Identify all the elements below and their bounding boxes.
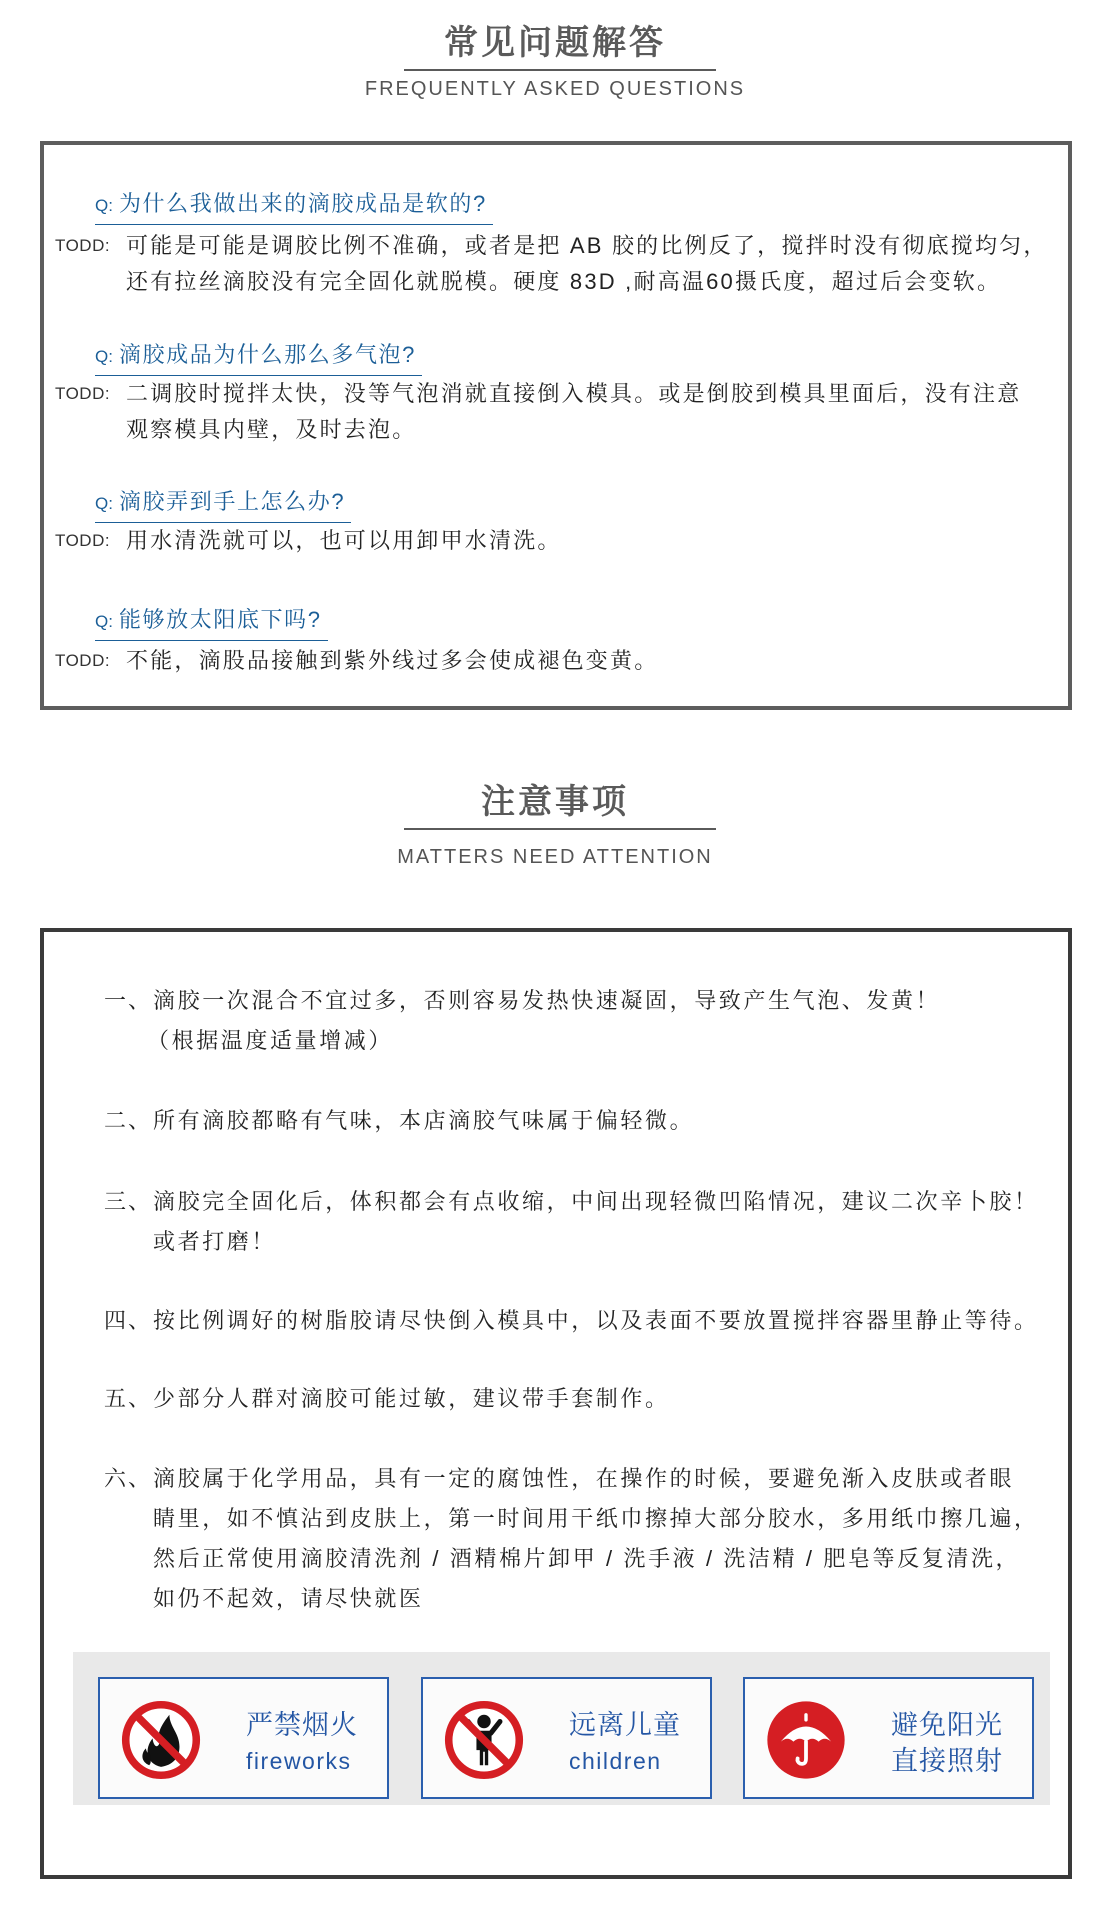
question-prefix: Q:	[95, 612, 113, 631]
note-line: 按比例调好的树脂胶请尽快倒入模具中，以及表面不要放置搅拌容器里静止等待。	[153, 1308, 1039, 1333]
note-line: 滴胶一次混合不宜过多，否则容易发热快速凝固，导致产生气泡、发黄！	[153, 988, 941, 1013]
question-text: 滴胶成品为什么那么多气泡?	[118, 342, 416, 367]
note-line: 滴胶完全固化后，体积都会有点收缩，中间出现轻微凹陷情况，建议二次辛卜胶！	[153, 1189, 1039, 1214]
note-lines	[153, 1182, 1039, 1262]
sign-label-cn: 远离儿童	[569, 1710, 681, 1740]
note-lines	[153, 1101, 694, 1141]
note-number: 一、	[104, 988, 153, 1013]
note-line: 如仍不起效，请尽快就医	[153, 1586, 424, 1611]
note-line: （根据温度适量增减）	[147, 1028, 394, 1053]
notes-subtitle: MATTERS NEED ATTENTION	[397, 846, 713, 868]
note-number: 五、	[104, 1386, 153, 1411]
question-underlined	[95, 487, 351, 523]
note-number: 三、	[104, 1189, 153, 1214]
answer-lines	[126, 643, 658, 679]
note-lines	[147, 981, 941, 1061]
question-prefix: Q:	[95, 494, 113, 513]
keep-away-from-children-icon	[442, 1698, 526, 1782]
question-prefix: Q:	[95, 347, 113, 366]
faq-answer-3	[55, 523, 562, 559]
note-item-6	[104, 1459, 1039, 1619]
note-lines	[153, 1459, 1039, 1619]
answer-line: 可能是可能是调胶比例不准确，或者是把 AB 胶的比例反了，搅拌时没有彻底搅均匀，	[126, 233, 1048, 258]
note-lines	[153, 1379, 670, 1419]
answer-lines	[126, 523, 562, 559]
faq-title: 常见问题解答	[444, 24, 666, 62]
question-text: 能够放太阳底下吗?	[118, 607, 322, 632]
sign-label-cn: 避免阳光	[891, 1710, 1003, 1740]
note-line: 少部分人群对滴胶可能过敏，建议带手套制作。	[153, 1386, 670, 1411]
faq-question-2	[95, 340, 422, 376]
answer-prefix: TODD:	[55, 384, 111, 403]
faq-title-underline	[404, 69, 716, 71]
faq-subtitle: FREQUENTLY ASKED QUESTIONS	[364, 78, 746, 100]
answer-line: 用水清洗就可以，也可以用卸甲水清洗。	[126, 528, 562, 553]
no-fire-icon	[119, 1698, 203, 1782]
note-item-2	[104, 1101, 694, 1141]
faq-answer-2	[55, 376, 1021, 448]
faq-question-4	[95, 605, 328, 641]
note-line: 或者打磨！	[153, 1229, 277, 1254]
note-item-4	[104, 1301, 1039, 1341]
answer-lines	[126, 376, 1021, 448]
notes-title-underline	[404, 828, 716, 830]
avoid-sunlight-icon	[764, 1698, 848, 1782]
note-lines	[153, 1301, 1039, 1341]
answer-prefix: TODD:	[55, 531, 111, 550]
note-line: 睛里，如不慎沾到皮肤上，第一时间用干纸巾擦掉大部分胶水，多用纸巾擦几遍，	[153, 1506, 1039, 1531]
faq-question-3	[95, 487, 351, 523]
note-item-3	[104, 1182, 1039, 1262]
answer-lines	[126, 228, 1048, 300]
question-text: 为什么我做出来的滴胶成品是软的?	[118, 191, 487, 216]
note-line: 然后正常使用滴胶清洗剂 / 酒精棉片卸甲 / 洗手液 / 洗洁精 / 肥皂等反复清洗，	[153, 1546, 1021, 1571]
answer-line: 二调胶时搅拌太快，没等气泡消就直接倒入模具。或是倒胶到模具里面后，没有注意	[126, 381, 1022, 406]
sign-avoid-sunlight	[743, 1677, 1034, 1799]
sign-keep-away-children	[421, 1677, 712, 1799]
note-line: 滴胶属于化学用品，具有一定的腐蚀性，在操作的时候，要避免渐入皮肤或者眼	[153, 1466, 1015, 1491]
sign-label-en: children	[569, 1748, 662, 1774]
note-number: 四、	[104, 1308, 153, 1333]
sign-label-en: fireworks	[246, 1748, 352, 1774]
answer-line: 观察模具内壁，及时去泡。	[126, 417, 417, 442]
note-line: 所有滴胶都略有气味，本店滴胶气味属于偏轻微。	[153, 1108, 695, 1133]
question-prefix: Q:	[95, 196, 113, 215]
note-number: 二、	[104, 1108, 153, 1133]
notes-title: 注意事项	[481, 783, 629, 821]
faq-question-1	[95, 189, 493, 225]
faq-answer-1	[55, 228, 1048, 300]
sign-label-cn-2: 直接照射	[891, 1746, 1003, 1776]
note-item-1	[104, 981, 940, 1061]
question-underlined	[95, 340, 422, 376]
answer-line: 不能，滴股品接触到紫外线过多会使成褪色变黄。	[126, 648, 659, 673]
question-underlined	[95, 605, 328, 641]
faq-answer-4	[55, 643, 658, 679]
answer-line: 还有拉丝滴胶没有完全固化就脱模。硬度 83D ,耐高温60摄氏度，超过后会变软。	[126, 269, 1002, 294]
sign-no-fire	[98, 1677, 389, 1799]
sign-label-cn: 严禁烟火	[246, 1710, 358, 1740]
question-text: 滴胶弄到手上怎么办?	[118, 489, 346, 514]
question-underlined	[95, 189, 493, 225]
note-item-5	[104, 1379, 670, 1419]
answer-prefix: TODD:	[55, 236, 111, 255]
note-number: 六、	[104, 1466, 153, 1491]
answer-prefix: TODD:	[55, 651, 111, 670]
